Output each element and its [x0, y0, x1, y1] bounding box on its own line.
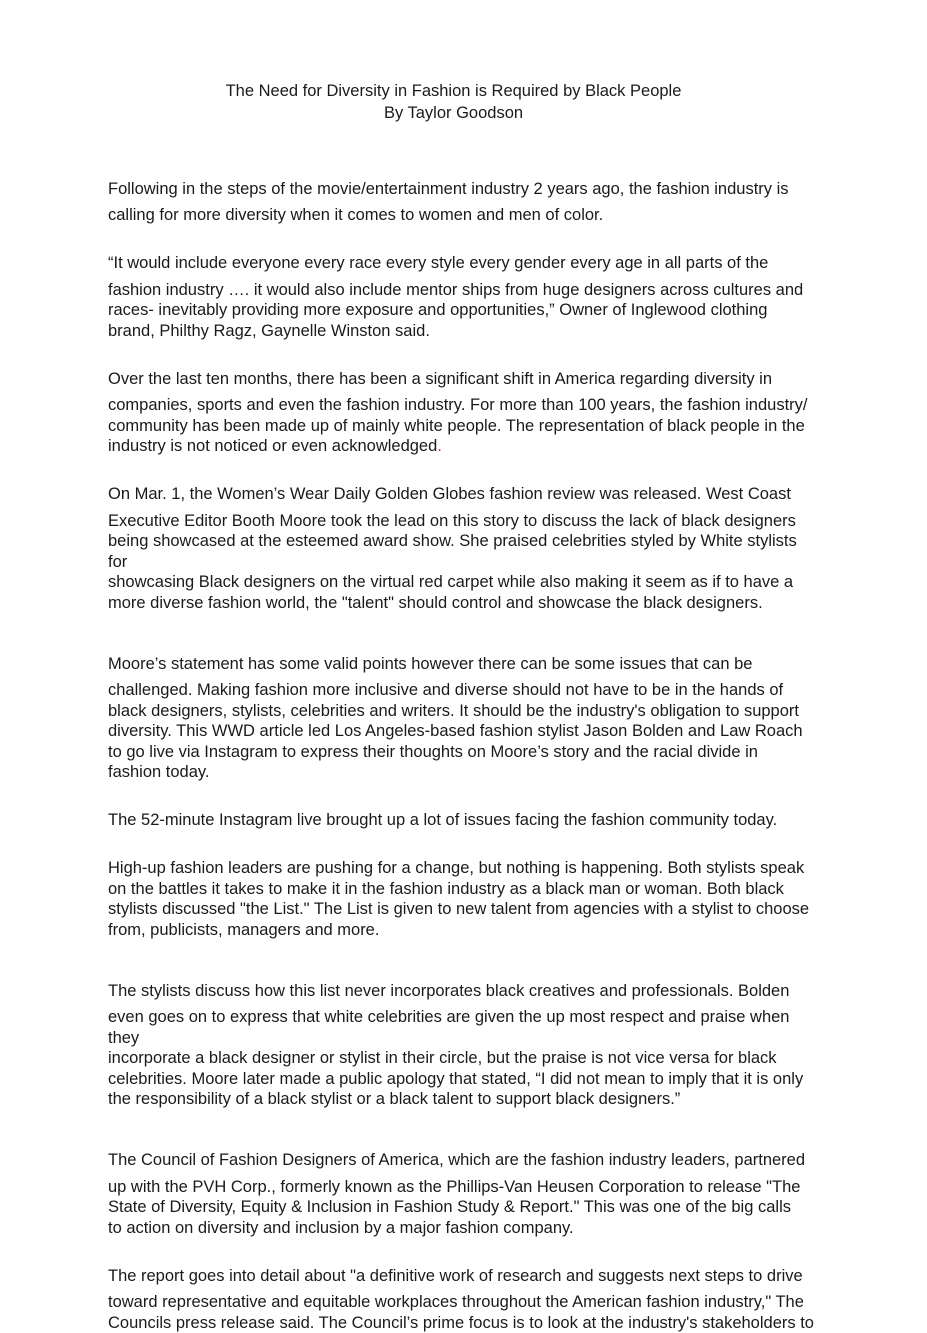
paragraph [108, 1130, 820, 1239]
paragraph-rest: Executive Editor Booth Moore took the lead on this story to discuss the lack of black designers being showcased at the esteemed award show. She praised celebrities styled by White stylists for showcasing Black designers on the virtual red carpet while also making it seem as if to have a more diverse fashion world, the "talent" should control and showcase the black designers. [108, 511, 797, 612]
article-byline: By Taylor Goodson [383, 104, 524, 122]
paragraph-rest: challenged. Making fashion more inclusive and diverse should not have to be in the hands of black designers, stylists, celebrities and writers. It should be the industry's obligation to support diversity. This WWD article led Los Angeles-based fashion stylist Jason Bolden and Law Roach to go live via Instagram to express their thoughts on Moore’s story and the racial divide in fashion today. [108, 681, 803, 781]
paragraph [108, 464, 820, 614]
paragraph [108, 838, 820, 941]
paragraph-first-line: On Mar. 1, the Women’s Wear Daily Golden Globes fashion review was released. West Coast [108, 485, 791, 503]
paragraph-first-line: The report goes into detail about "a definitive work of research and suggests next steps to drive [108, 1266, 803, 1285]
paragraph-rest: calling for more diversity when it comes to women and men of color. [108, 206, 604, 224]
paragraph [108, 348, 820, 457]
paragraph-rest: toward representative and equitable workplaces throughout the American fashion industry," The Councils press release said. The Council’s prime focus is to look at the industry's stakeholders to [108, 1293, 814, 1332]
article-body [108, 158, 820, 1333]
paragraph-first-line: Over the last ten months, there has been a significant shift in America regarding diversity in [108, 369, 773, 388]
paragraph [108, 1245, 820, 1333]
paragraph [108, 633, 820, 783]
paragraph [108, 960, 820, 1110]
accent-period: . [437, 437, 442, 455]
title-block [0, 80, 907, 124]
paragraph-first-line: Moore’s statement has some valid points however there can be some issues that can be [108, 654, 753, 673]
paragraph-first-line: The Council of Fashion Designers of America, which are the fashion industry leaders, partnered [108, 1151, 806, 1169]
paragraph-rest: fashion industry …. it would also include mentor ships from huge designers across cultures and races- inevitably providing more exposure and opportunities,” Owner of Inglewood clothing brand, Philthy Ragz, Gaynelle Winston said. [108, 280, 804, 340]
paragraph-rest: on the battles it takes to make it in the fashion industry as a black man or woman. Both black stylists discussed "the List." The List is given to new talent from agencies with a stylist to choose from, publicists, managers and more. [108, 879, 810, 939]
paragraph [108, 790, 820, 831]
paragraph-first-line: The stylists discuss how this list never incorporates black creatives and professionals. Bolden [108, 981, 790, 1000]
paragraph [108, 158, 820, 226]
paragraph-first-line: High-up fashion leaders are pushing for a change, but nothing is happening. Both stylists speak [108, 859, 805, 877]
paragraph [108, 233, 820, 342]
paragraph-rest: companies, sports and even the fashion industry. For more than 100 years, the fashion industry/ community has been made up of mainly white people. The representation of black people in the industry is not noticed or even acknowledged [108, 396, 808, 455]
article-title: The Need for Diversity in Fashion is Required by Black People [225, 82, 682, 100]
paragraph-first-line: “It would include everyone every race every style every gender every age in all parts of the [108, 254, 769, 272]
paragraph-first-line: The 52-minute Instagram live brought up a lot of issues facing the fashion community today. [108, 811, 778, 829]
paragraph-first-line: Following in the steps of the movie/entertainment industry 2 years ago, the fashion industry is [108, 179, 789, 198]
paragraph-rest: up with the PVH Corp., formerly known as the Phillips-Van Heusen Corporation to release "The State of Diversity, Equity & Inclusion in Fashion Study & Report." This was one of the big calls to action on diversity and inclusion by a major fashion company. [108, 1177, 801, 1237]
paragraph-rest: even goes on to express that white celebrities are given the up most respect and praise when they incorporate a black designer or stylist in their circle, but the praise is not vice versa for black celebrities. Moore later made a public apology that stated, “I did not mean to imply that it is only the responsibility of a black stylist or a black talent to support black designers.” [108, 1008, 804, 1108]
